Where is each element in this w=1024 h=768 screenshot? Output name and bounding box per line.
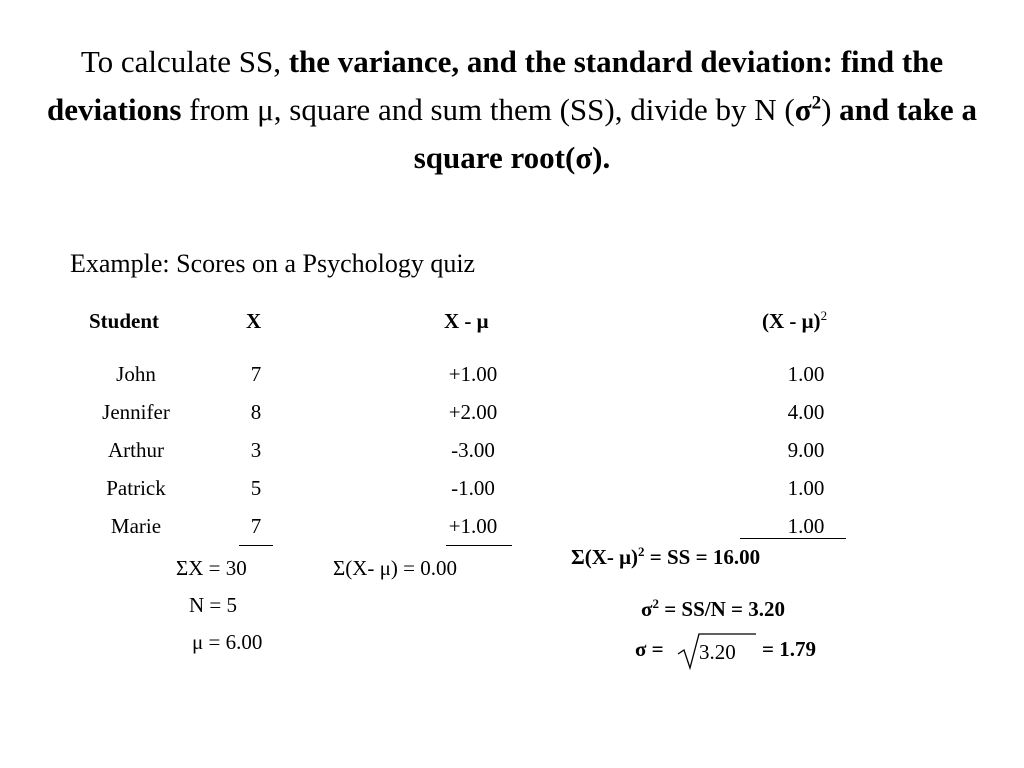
header-squared-base: (X - μ) <box>762 309 821 333</box>
sum-rule-dev <box>446 545 512 546</box>
table-row-4-dev <box>451 476 517 501</box>
header-squared <box>762 309 827 334</box>
table-row-2-dev <box>448 400 522 425</box>
cell-text: 9.00 <box>787 438 825 462</box>
heading-text-3: from μ, square and sum them (SS), divide by N ( <box>181 92 795 127</box>
page-heading <box>40 38 984 182</box>
cell-text: 7 <box>250 514 262 538</box>
cell-text: +1.00 <box>448 362 498 386</box>
variance <box>641 597 785 622</box>
cell-text: 7 <box>250 362 262 386</box>
ss-result: = SS = 16.00 <box>644 545 761 569</box>
heading-sigma-squared <box>795 92 821 127</box>
table-row-2-x <box>250 400 267 425</box>
n-value: N = 5 <box>189 593 238 617</box>
sum-rule-x <box>239 545 273 546</box>
cell-text: 5 <box>250 476 262 500</box>
table-row-1-student <box>116 362 176 387</box>
table-row-5-x <box>250 514 267 539</box>
sd-radicand: 3.20 <box>699 640 736 664</box>
variance-sigma: σ <box>641 597 653 621</box>
cell-text: 8 <box>250 400 262 424</box>
heading-text-7: and take a square root(σ). <box>413 92 977 175</box>
sum-deviations: Σ(X- μ) = 0.00 <box>333 556 457 580</box>
table-row-2-student <box>102 400 204 425</box>
header-deviation: X - μ <box>444 309 489 333</box>
mean-value: μ = 6.00 <box>192 630 263 654</box>
table-row-2-sq <box>787 400 843 425</box>
cell-text: +1.00 <box>448 514 498 538</box>
sum-rule-sq <box>740 538 846 539</box>
variance-exponent: 2 <box>652 596 659 611</box>
cell-text: 3 <box>250 438 262 462</box>
cell-text: -1.00 <box>451 476 495 500</box>
table-row-4-sq <box>787 476 843 501</box>
cell-text: John <box>116 362 156 386</box>
heading-sigma: σ <box>794 92 812 127</box>
sd-result: = 1.79 <box>762 637 816 661</box>
table-row-4-x <box>250 476 267 501</box>
cell-text: +2.00 <box>448 400 498 424</box>
header-x: X <box>246 309 262 333</box>
cell-text: 4.00 <box>787 400 825 424</box>
table-row-5-sq <box>787 514 843 539</box>
ss-base: Σ(X- μ) <box>571 545 639 569</box>
table-row-1-sq <box>787 362 843 387</box>
cell-text: 1.00 <box>787 476 825 500</box>
sd-lhs: σ = <box>635 637 664 661</box>
sum-x: ΣX = 30 <box>176 556 247 580</box>
table-row-3-sq <box>787 438 843 463</box>
cell-text: -3.00 <box>451 438 495 462</box>
heading-text-6: ) <box>821 92 840 127</box>
cell-text: 1.00 <box>787 362 825 386</box>
heading-text-1: To calculate SS, <box>80 44 289 79</box>
header-student: Student <box>89 309 160 333</box>
cell-text: Marie <box>110 514 162 538</box>
heading-exponent: 2 <box>811 92 822 114</box>
cell-text: Patrick <box>106 476 166 500</box>
variance-result: = SS/N = 3.20 <box>658 597 785 621</box>
table-row-1-dev <box>448 362 522 387</box>
table-row-4-student <box>106 476 195 501</box>
table-row-5-dev <box>448 514 522 539</box>
table-row-3-dev <box>451 438 517 463</box>
sum-of-squares <box>571 545 760 570</box>
cell-text: Jennifer <box>102 400 170 424</box>
cell-text: Arthur <box>108 438 164 462</box>
cell-text: 1.00 <box>787 514 825 538</box>
table-row-3-x <box>250 438 267 463</box>
header-squared-exponent: 2 <box>820 308 828 323</box>
ss-exponent: 2 <box>638 544 645 559</box>
table-row-3-student <box>108 438 192 463</box>
table-row-1-x <box>250 362 267 387</box>
heading-text-2: the variance, and the standard deviation: find the deviations <box>47 44 944 127</box>
example-subtitle: Example: Scores on a Psychology quiz <box>70 249 476 278</box>
table-row-5-student <box>110 514 186 539</box>
